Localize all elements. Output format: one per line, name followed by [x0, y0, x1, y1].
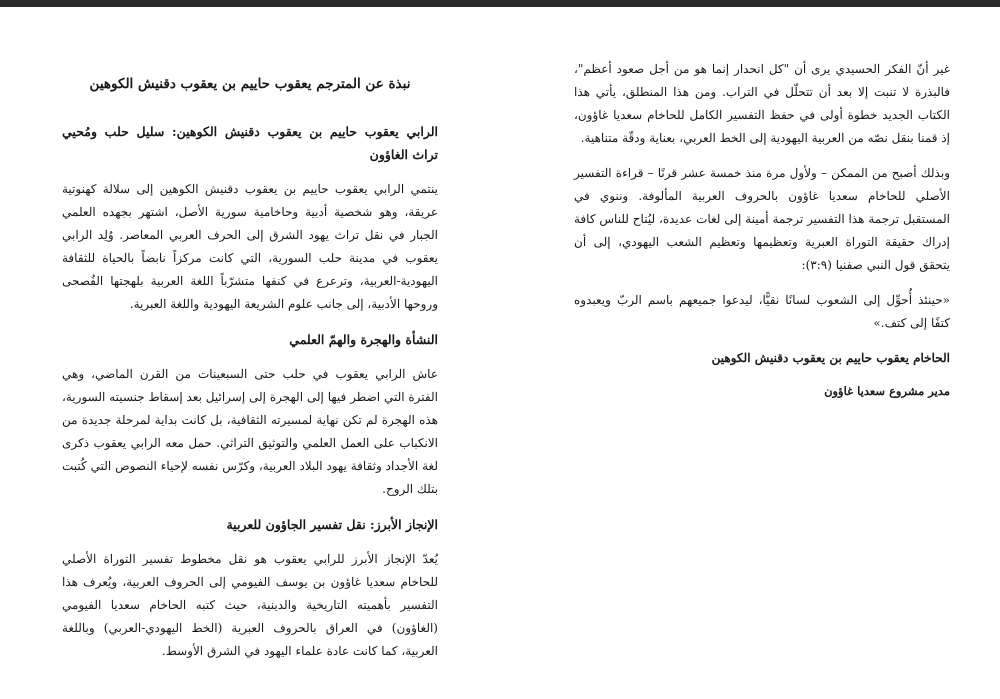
signature-name: الحاخام يعقوب حاييم بن يعقوب دقنيش الكوهين — [711, 351, 950, 365]
section-body-achievement: يُعدّ الإنجاز الأبرز للرابي يعقوب هو نقل مخطوط تفسير التوراة الأصلي للحاخام سعديا غاؤون بن يوسف الفيومي إلى الحروف العربية، ويُعرف هذا التفسير بأهميته التاريخية والدينية، حيث كتبه الحاخام سعديا الفيومي (الغاؤون) في العراق بالحروف العبرية (الخط اليهودي-العربي) وباللغة العربية، كما كانت عادة علماء اليهود في الشرق الأوسط. — [62, 552, 438, 658]
section-heading-achievement: الإنجاز الأبرز: نقل تفسير الجاؤون للعربية — [226, 517, 438, 532]
paragraph-first-time-reading: وبذلك أصبح من الممكن – ولأول مرة منذ خمسة عشر قرنًا – قراءة التفسير الأصلي للحاخام سعديا غاؤون بالحروف العربية المألوفة. وننوي في المستقبل ترجمة هذا التفسير ترجمة أمينة إلى لغات عديدة، ليُتاح للناس كافة إدراك حقيقة التوراة العبرية وتعظيمها وتعظيم الشعب اليهودي، إلى أن يتحقق قول النبي صفنيا (٣:٩): — [574, 166, 950, 272]
section-body-migration: عاش الرابي يعقوب في حلب حتى السبعينات من القرن الماضي، وهي الفترة التي اضطر فيها إلى الهجرة إلى إسرائيل بعد إسقاط جنسيته السورية، هذه الهجرة لم تكن نهاية لمسيرته الثقافية، بل كانت بداية لمرحلة جديدة من الانكباب على العمل العلمي والتوثيق التراثي. حمل معه الرابي يعقوب ذكرى لغة الأجداد وثقافة يهود البلاد العربية، وكرّس نفسه لإحياء النصوص التي كُتبت بتلك الروح. — [62, 367, 438, 496]
paragraph-hasidic-thought: غير أنّ الفكر الحسيدي يرى أن "كل انحدار إنما هو من أجل صعود أعظم"، فالبذرة لا تنبت إلا بعد أن تتحلّل في التراب. ومن هذا المنطلق، يأتي هذا الكتاب الجديد خطوة أولى في حفظ التفسير الكامل للحاخام سعديا غاؤون، إذ قمنا بنقل نصّه من العربية اليهودية إلى الخط العربي، بعناية ودقّة متناهية. — [574, 62, 950, 145]
section-heading-migration: النشأة والهجرة والهمّ العلمي — [289, 332, 438, 347]
signature-role: مدير مشروع سعديا غاؤون — [824, 384, 950, 398]
zephaniah-quote: «حينئذ أُحوِّل إلى الشعوب لسانًا نقيًّا، ليدعوا جميعهم باسم الربّ ويعبدوه كتفًا إلى كتف.» — [574, 293, 950, 330]
right-page — [574, 58, 950, 403]
left-page — [62, 58, 438, 675]
section-heading-lineage: الرابي يعقوب حاييم بن يعقوب دقنيش الكوهين: سليل حلب ومُحيي تراث الغاؤون — [62, 124, 438, 162]
page-title: نبذة عن المترجم يعقوب حاييم بن يعقوب دقنيش الكوهين — [89, 76, 411, 92]
section-body-lineage: ينتمي الرابي يعقوب حاييم بن يعقوب دقنيش الكوهين إلى سلالة كهنوتية عريقة، وهو شخصية أدبية وحاخامية سورية الأصل، اشتهر بجهده العلمي الجبار في نقل تراث يهود الشرق إلى الحرف العربي المعاصر. وُلِد الرابي يعقوب في مدينة حلب السورية، التي كانت مركزاً نابضاً بالحياة للثقافة اليهودية-العربية، وترعرع في كنفها متشرّباً اللغة العربية بلهجتها الفُصحى وروحها الأدبية، إلى جانب علوم الشريعة اليهودية واللغة العبرية. — [62, 182, 438, 311]
top-border-rule — [0, 0, 1000, 7]
